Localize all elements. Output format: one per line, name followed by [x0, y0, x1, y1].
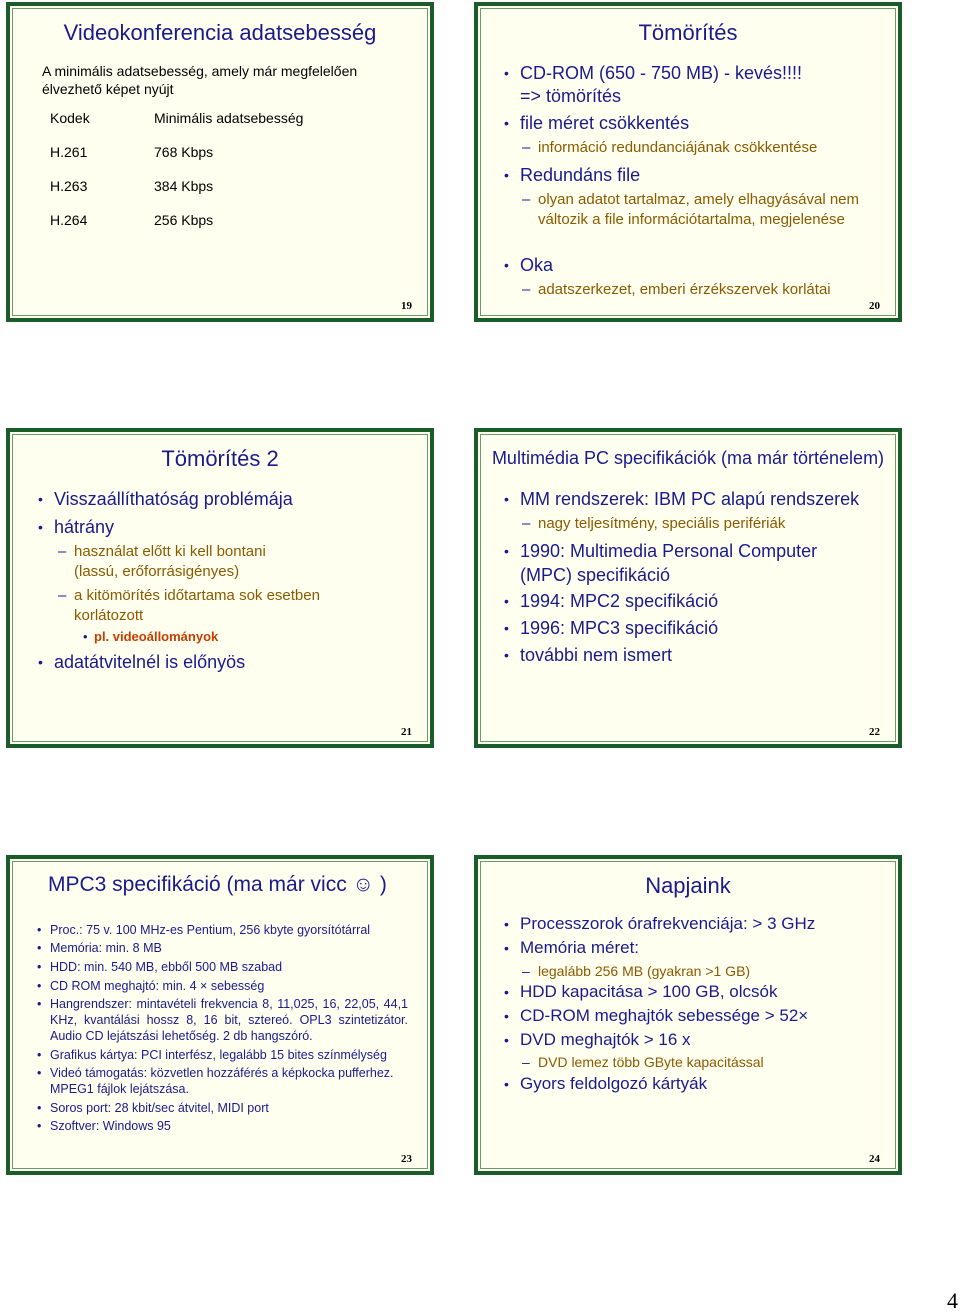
bullet: • 1994: MPC2 specifikáció	[520, 590, 718, 612]
bullet: • hátrány	[54, 516, 114, 538]
sub-bullet: – használat előtt ki kell bontani (lassú, erőforrásigényes)	[74, 542, 294, 582]
slide-24	[474, 855, 902, 1175]
list-item: • HDD: min. 540 MB, ebből 500 MB szabad	[50, 959, 282, 975]
list-item: • Memória: min. 8 MB	[50, 940, 162, 956]
bullet: • Gyors feldolgozó kártyák	[520, 1073, 707, 1095]
bullet: • adatátvitelnél is előnyös	[54, 651, 245, 673]
slide-number: 21	[401, 726, 412, 738]
bullet: • 1990: Multimedia Personal Computer (MPC) specifikáció	[520, 539, 850, 587]
bullet-continuation: => tömörítés	[520, 86, 622, 106]
slide-number: 23	[401, 1153, 412, 1165]
table-cell: H.261	[50, 144, 88, 160]
slide-intro: A minimális adatsebesség, amely már megfelelően élvezhető képet nyújt	[42, 63, 358, 97]
sub-bullet: – adatszerkezet, emberi érzékszervek korlátai	[538, 280, 831, 300]
table-cell: 384 Kbps	[154, 178, 214, 194]
table-cell: 256 Kbps	[154, 212, 214, 228]
slide-20	[474, 2, 902, 322]
list-item: • Szoftver: Windows 95	[50, 1118, 171, 1134]
bullet: • 1996: MPC3 specifikáció	[520, 617, 718, 639]
slide-title: Tömörítés 2	[161, 446, 279, 471]
slide-title: Multimédia PC specifikációk (ma már történelem)	[491, 448, 885, 468]
sub-bullet: – a kitömörítés időtartama sok esetben korlátozott	[74, 586, 364, 626]
table-header-rate: Minimális adatsebesség	[154, 110, 304, 126]
list-item: • Grafikus kártya: PCI interfész, legalább 15 bites színmélység	[50, 1047, 387, 1063]
list-item: • Hangrendszer: mintavételi frekvencia 8, 11,025, 16, 22,05, 44,1 KHz, kvantálási hossz 8, 16 bit, sztereó. OPL3 szintetizátor. Audio CD lejátszási lehetőség. 2 db hangszóró.	[50, 996, 408, 1044]
slide-number: 19	[401, 300, 412, 312]
bullet: • Oka	[520, 254, 553, 276]
bullet: • DVD meghajtók > 16 x	[520, 1029, 691, 1051]
sub-bullet: – olyan adatot tartalmaz, amely elhagyásával nem változik a file információtartalma, megjelenése	[538, 190, 868, 230]
list-item: • Videó támogatás: közvetlen hozzáférés a képkocka pufferhez. MPEG1 fájlok lejátszása.	[50, 1065, 408, 1097]
slide-title: Napjaink	[645, 873, 731, 898]
bullet: • további nem ismert	[520, 644, 672, 666]
page-number: 4	[947, 1288, 958, 1313]
bullet: • Memória méret:	[520, 937, 639, 959]
slide-title: Videokonferencia adatsebesség	[63, 20, 377, 45]
bullet: • CD-ROM (650 - 750 MB) - kevés!!!!	[520, 62, 802, 84]
bullet: • CD-ROM meghajtók sebessége > 52×	[520, 1005, 808, 1027]
sub-bullet: – legalább 256 MB (gyakran >1 GB)	[538, 961, 750, 981]
bullet: • Redundáns file	[520, 164, 640, 186]
slide-title: MPC3 specifikáció (ma már vicc ☺ )	[48, 873, 387, 896]
bullet: • file méret csökkentés	[520, 112, 689, 134]
slide-title: Tömörítés	[638, 20, 738, 45]
sub-bullet: – DVD lemez több GByte kapacitással	[538, 1052, 764, 1072]
bullet: • MM rendszerek: IBM PC alapú rendszerek	[520, 488, 859, 510]
slide-22	[474, 428, 902, 748]
slide-number: 22	[869, 726, 880, 738]
list-item: • CD ROM meghajtó: min. 4 × sebesség	[50, 978, 264, 994]
list-item: • Soros port: 28 kbit/sec átvitel, MIDI port	[50, 1100, 269, 1116]
slide-23	[6, 855, 434, 1175]
slide-number: 24	[869, 1153, 880, 1165]
bullet: • Processzorok órafrekvenciája: > 3 GHz	[520, 913, 815, 935]
slide-21	[6, 428, 434, 748]
table-cell: H.263	[50, 178, 88, 194]
list-item: • Proc.: 75 v. 100 MHz-es Pentium, 256 kbyte gyorsítótárral	[50, 922, 370, 938]
sub-sub-bullet: • pl. videoállományok	[94, 629, 218, 644]
bullet: • HDD kapacitása > 100 GB, olcsók	[520, 981, 777, 1003]
bullet: • Visszaállíthatóság problémája	[54, 488, 293, 510]
slide-19	[6, 2, 434, 322]
sub-bullet: – információ redundanciájának csökkentése	[538, 138, 817, 158]
slide-number: 20	[869, 300, 880, 312]
table-header-codec: Kodek	[50, 110, 90, 126]
table-cell: H.264	[50, 212, 88, 228]
table-cell: 768 Kbps	[154, 144, 214, 160]
sub-bullet: – nagy teljesítmény, speciális perifériák	[538, 514, 785, 534]
